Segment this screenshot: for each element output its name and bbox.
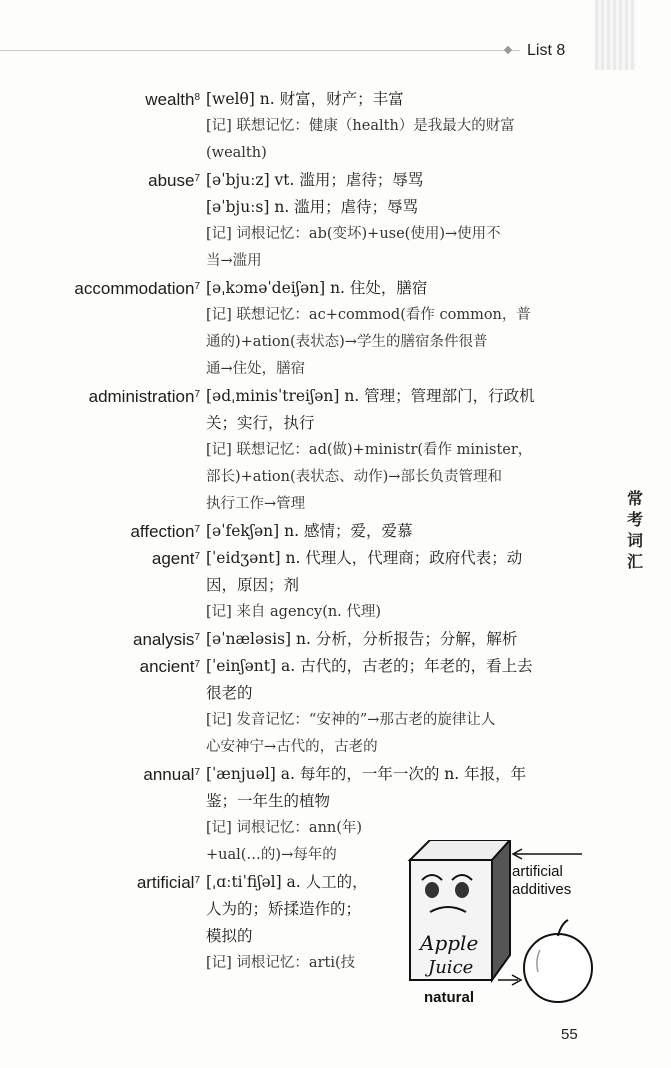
definition-line: [ədˌminisˈtreiʃən] n. 管理；管理部门，行政机 — [206, 387, 535, 405]
definition-line: [əˈbjuːz] vt. 滥用；虐待；辱骂 — [206, 171, 424, 189]
headword-text: wealth — [145, 90, 195, 109]
definition-line: 当→滥用 — [206, 253, 262, 269]
vocab-entry — [0, 275, 671, 383]
definition-line: 鉴；一年生的植物 — [206, 792, 331, 810]
headword — [145, 86, 200, 113]
frequency-mark: 7 — [194, 659, 200, 670]
definition-line: 通的)+ation(表状态)→学生的膳宿条件很普 — [206, 334, 488, 350]
entry-definition — [206, 518, 598, 545]
headword-text: administration — [88, 387, 195, 406]
definition-line: [记] 词根记忆：arti(技 — [206, 955, 356, 971]
definition-line: 模拟的 — [206, 927, 253, 945]
side-tab-char: 词 — [626, 531, 643, 550]
definition-line: [ˈænjuəl] a. 每年的，一年一次的 n. 年报，年 — [206, 765, 527, 783]
headword — [152, 545, 200, 572]
list-title: List 8 — [527, 42, 566, 59]
entry-definition — [206, 86, 598, 167]
definition-line: [əˈnæləsis] n. 分析，分析报告；分解，解析 — [206, 630, 518, 648]
definition-line: 很老的 — [206, 684, 253, 702]
headword-text: ancient — [139, 657, 195, 676]
label-additives: additives — [512, 881, 572, 898]
headword — [140, 653, 200, 680]
headword — [148, 167, 200, 194]
side-tab — [625, 488, 645, 572]
headword — [74, 275, 200, 302]
headword-text: artificial — [136, 873, 195, 892]
definition-line: [əˌkɔməˈdeiʃən] n. 住处，膳宿 — [206, 279, 428, 297]
vocab-entry — [0, 626, 671, 653]
page-number: 55 — [561, 1026, 578, 1043]
side-tab-char: 汇 — [626, 552, 643, 571]
vocab-entry — [0, 545, 671, 626]
headword-text: agent — [151, 549, 195, 568]
frequency-mark: 7 — [194, 389, 200, 400]
vocab-entry — [0, 653, 671, 761]
definition-line: 关；实行，执行 — [206, 414, 315, 432]
definition-line: [welθ] n. 财富，财产；丰富 — [206, 90, 404, 108]
frequency-mark: 7 — [194, 632, 200, 643]
frequency-mark: 7 — [194, 281, 200, 292]
definition-line: 心安神宁→古代的，古老的 — [206, 739, 378, 755]
side-tab-char: 考 — [626, 510, 643, 529]
apple-drawing — [524, 920, 592, 1002]
frequency-mark: 8 — [194, 92, 200, 103]
arrow-artificial — [513, 849, 582, 859]
definition-line: [记] 来自 agency(n. 代理) — [206, 604, 382, 620]
definition-line: [记] 联想记忆：ad(做)+ministr(看作 minister， — [206, 442, 533, 458]
entry-definition — [206, 167, 598, 275]
vocab-entry — [0, 167, 671, 275]
definition-line: 因，原因；剂 — [206, 576, 300, 594]
definition-line: (wealth) — [206, 145, 267, 161]
label-artificial: artificial — [512, 863, 563, 880]
definition-line: [ˌɑːtiˈfiʃəl] a. 人工的， — [206, 873, 368, 891]
juice-box-drawing — [410, 840, 510, 980]
definition-line: [əˈbjuːs] n. 滥用；虐待；辱骂 — [206, 198, 419, 216]
vocab-entry — [0, 383, 671, 518]
headword-text: affection — [130, 522, 195, 541]
definition-line: [ˈeidʒənt] n. 代理人，代理商；政府代表；动 — [206, 549, 523, 567]
headword — [137, 869, 200, 896]
definition-line: [ˈeinʃənt] a. 古代的，古老的；年老的，看上去 — [206, 657, 533, 675]
definition-line: [记] 词根记忆：ann(年) — [206, 820, 363, 836]
headword-text: annual — [143, 765, 195, 784]
headword-text: accommodation — [74, 279, 195, 298]
definition-line: [记] 词根记忆：ab(变坏)+use(使用)→使用不 — [206, 226, 501, 242]
definition-line: [记] 联想记忆：健康（health）是我最大的财富 — [206, 118, 515, 134]
headword — [133, 626, 200, 653]
definition-line: [记] 联想记忆：ac+commod(看作 common，普 — [206, 307, 531, 323]
entry-definition — [206, 383, 598, 518]
side-tab-char: 常 — [626, 489, 643, 508]
header-ornament — [504, 46, 512, 54]
apple-juice-illustration — [400, 840, 600, 1010]
box-text-juice: Juice — [428, 957, 474, 978]
entry-definition — [206, 545, 598, 626]
page-corner-shading — [595, 0, 635, 70]
headword — [143, 761, 200, 788]
header-rule — [0, 50, 520, 51]
frequency-mark: 7 — [194, 767, 200, 778]
vocab-entry — [0, 518, 671, 545]
arrow-natural — [498, 975, 521, 985]
definition-line: [记] 发音记忆：“安神的”→那古老的旋律让人 — [206, 712, 496, 728]
headword-text: analysis — [133, 630, 195, 649]
frequency-mark: 7 — [194, 173, 200, 184]
definition-line: 人为的；矫揉造作的； — [206, 900, 362, 918]
box-text-apple: Apple — [420, 931, 479, 955]
definition-line: +ual(…的)→每年的 — [206, 847, 337, 863]
frequency-mark: 7 — [194, 551, 200, 562]
headword — [89, 383, 200, 410]
entry-definition — [206, 653, 598, 761]
entry-definition — [206, 275, 598, 383]
headword-text: abuse — [148, 171, 195, 190]
vocab-entry — [0, 86, 671, 167]
frequency-mark: 7 — [194, 875, 200, 886]
definition-line: [əˈfekʃən] n. 感情；爱，爱慕 — [206, 522, 413, 540]
definition-line: 执行工作→管理 — [206, 496, 306, 512]
entry-definition — [206, 626, 598, 653]
label-natural: natural — [424, 989, 475, 1006]
definition-line: 通→住处，膳宿 — [206, 361, 306, 377]
frequency-mark: 7 — [194, 524, 200, 535]
headword — [130, 518, 200, 545]
definition-line: 部长)+ation(表状态、动作)→部长负责管理和 — [206, 469, 502, 485]
